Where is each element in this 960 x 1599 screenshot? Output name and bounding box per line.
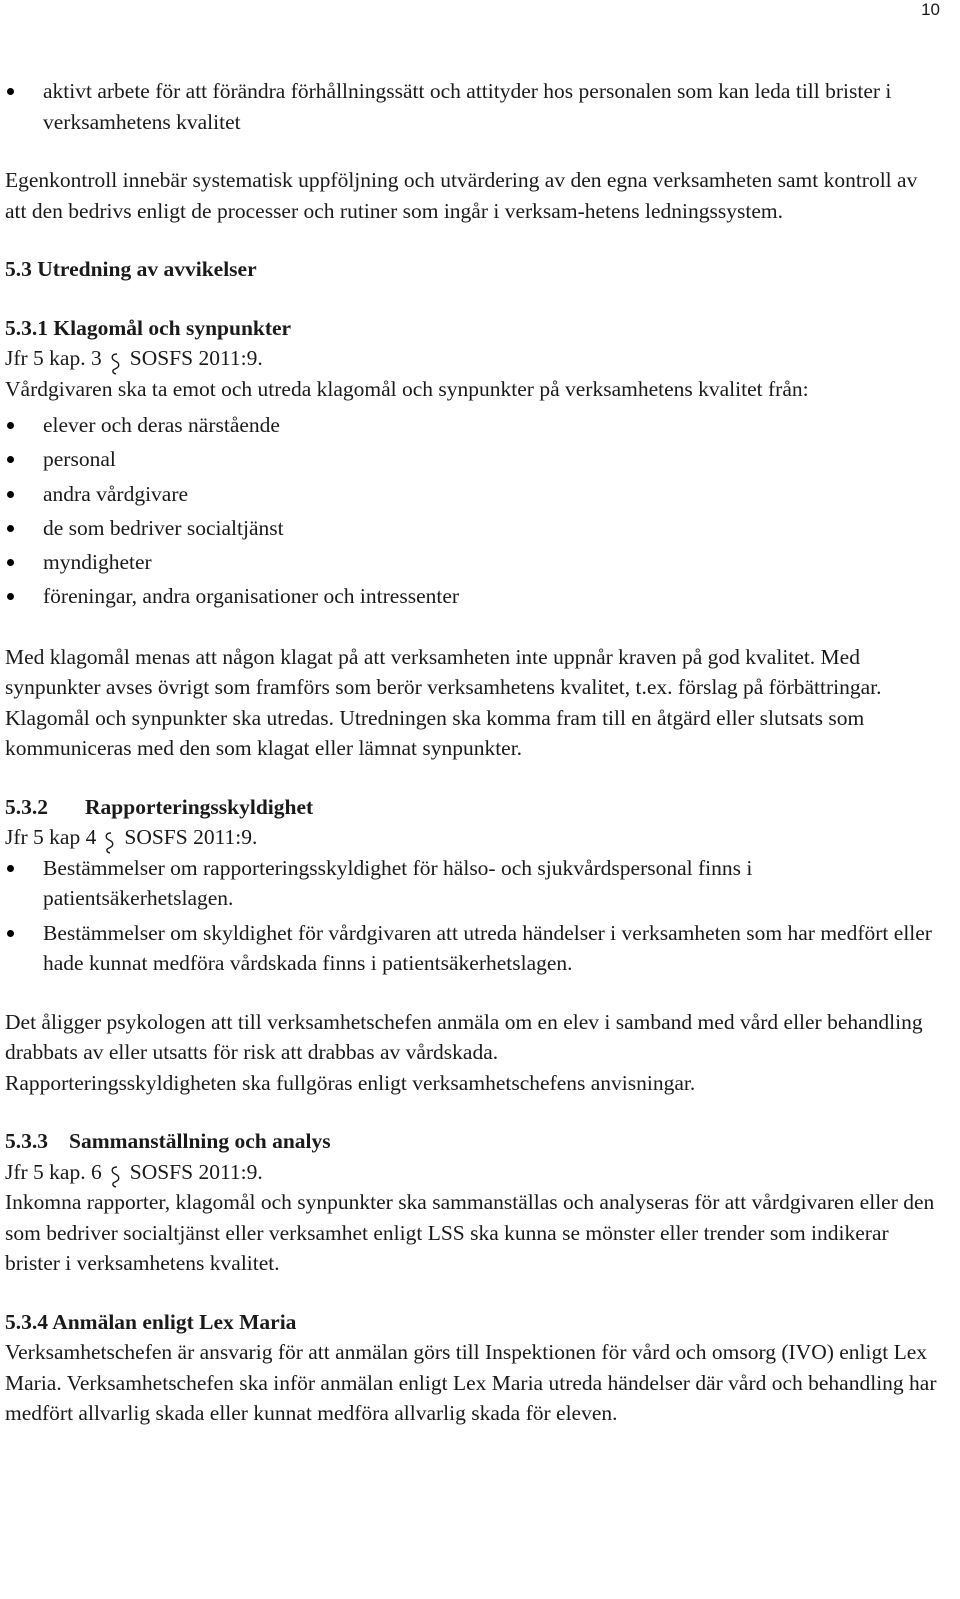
page-number: 10 bbox=[921, 0, 940, 19]
heading-5-3-4: 5.3.4 Anmälan enligt Lex Maria bbox=[5, 1309, 297, 1334]
heading-5-3: 5.3 Utredning av avvikelser bbox=[5, 257, 257, 281]
bullet-icon bbox=[7, 422, 14, 429]
list-item: Bestämmelser om skyldighet för vårdgivaren att utreda händelser i verksamheten som har medfört eller hade kunnat medföra vårdskada finns i patientsäkerhetslagen. bbox=[5, 918, 940, 979]
reference-line: Jfr 5 kap. 6 SOSFS 2011:9. bbox=[5, 1157, 263, 1188]
klagomal-paragraph: Med klagomål menas att någon klagat på att verksamheten inte uppnår kraven på god kvalitet. Med synpunkter avses övrigt som framförs som berör verksamhetens kvalitet, t.ex. förslag på förbättringar. Klagomål och synpunkter ska utredas. Utredningen ska komma fram till en åtgärd eller slutsats som kommuniceras med den som klagat eller lämnat synpunkter. bbox=[5, 644, 882, 761]
bullet-icon bbox=[7, 559, 14, 566]
bullet-icon bbox=[7, 491, 14, 498]
bullet-icon bbox=[7, 865, 14, 872]
rapportering-paragraph-1: Det åligger psykologen att till verksamhetschefen anmäla om en elev i samband med vård eller behandling drabbats av eller utsatts för risk att drabbas av vårdskada. bbox=[5, 1009, 923, 1065]
list-item: Bestämmelser om rapporteringsskyldighet för hälso- och sjukvårdspersonal finns i patientsäkerhetslagen. bbox=[5, 853, 940, 914]
list-item: andra vårdgivare bbox=[5, 477, 940, 511]
bullet-icon bbox=[7, 525, 14, 532]
list-item: aktivt arbete för att förändra förhållningssätt och attityder hos personalen som kan leda till brister i verksamhetens kvalitet bbox=[5, 76, 940, 137]
list-item: de som bedriver socialtjänst bbox=[5, 511, 940, 545]
intro-bullet-list bbox=[5, 76, 940, 137]
bullet-icon bbox=[7, 593, 14, 600]
list-item: personal bbox=[5, 442, 940, 476]
klagomal-intro: Vårdgivaren ska ta emot och utreda klagomål och synpunkter på verksamhetens kvalitet från: bbox=[5, 376, 809, 401]
document-body bbox=[5, 76, 940, 1429]
section-sign-icon bbox=[108, 1163, 124, 1187]
list-item: elever och deras närstående bbox=[5, 408, 940, 442]
egenkontroll-paragraph: Egenkontroll innebär systematisk uppföljning och utvärdering av den egna verksamheten samt kontroll av att den bedrivs enligt de processer och rutiner som ingår i verksam-hetens ledningssystem. bbox=[5, 168, 918, 223]
section-sign-icon bbox=[108, 350, 124, 374]
rapportering-bullet-list bbox=[5, 853, 940, 979]
sammanstallning-paragraph: Inkomna rapporter, klagomål och synpunkter ska sammanställas och analyseras för att vårdgivaren eller den som bedriver socialtjänst eller verksamhet enligt LSS ska kunna se mönster eller trender som indikerar brister i verksamhetens kvalitet. bbox=[5, 1190, 935, 1276]
reference-line: Jfr 5 kap. 3 SOSFS 2011:9. bbox=[5, 343, 263, 374]
heading-5-3-1: 5.3.1 Klagomål och synpunkter bbox=[5, 315, 292, 340]
bullet-icon bbox=[7, 930, 14, 937]
bullet-icon bbox=[7, 456, 14, 463]
lex-maria-paragraph: Verksamhetschefen är ansvarig för att anmälan görs till Inspektionen för vård och omsorg (IVO) enligt Lex Maria. Verksamhetschefen ska inför anmälan enligt Lex Maria utreda händelser där vård och behandling har medfört allvarlig skada eller kunnat medföra allvarlig skada för eleven. bbox=[5, 1340, 937, 1426]
section-sign-icon bbox=[102, 829, 118, 853]
list-item: föreningar, andra organisationer och intressenter bbox=[5, 579, 940, 613]
klagomal-bullet-list bbox=[5, 408, 940, 614]
heading-5-3-2: 5.3.2 Rapporteringsskyldighet bbox=[5, 794, 314, 819]
heading-5-3-3: 5.3.3 Sammanställning och analys bbox=[5, 1129, 331, 1154]
bullet-icon bbox=[7, 88, 14, 95]
list-item: myndigheter bbox=[5, 545, 940, 579]
rapportering-paragraph-2: Rapporteringsskyldigheten ska fullgöras enligt verksamhetschefens anvisningar. bbox=[5, 1070, 696, 1095]
reference-line: Jfr 5 kap 4 SOSFS 2011:9. bbox=[5, 822, 257, 853]
